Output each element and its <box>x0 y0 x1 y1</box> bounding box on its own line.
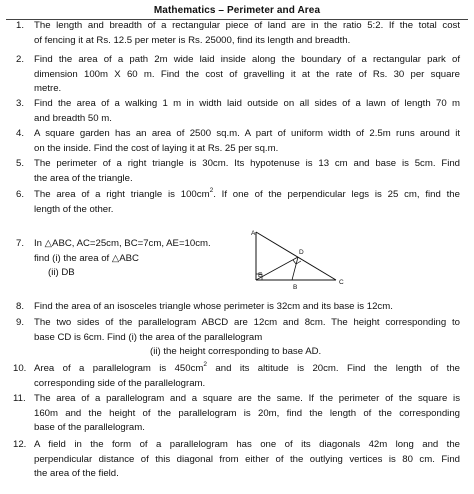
question-line: perpendicular distance of this diagonal from either of the outlying vertices is 80 cm. Find <box>34 453 460 465</box>
vertex-label-b: B <box>293 284 298 291</box>
vertex-label-d: D <box>299 249 304 256</box>
question-line: of fencing it at Rs. 12.5 per meter is Rs. 25000, find its length and breadth. <box>34 34 351 46</box>
question-line: metre. <box>34 83 62 95</box>
vertex-label-e: E <box>258 272 263 279</box>
question-line: dimension 100m X 60 m. Find the cost of gravelling it at the rate of Rs. 30 per square <box>34 68 460 80</box>
question-line: (ii) DB <box>48 267 75 279</box>
segment-de <box>292 257 298 280</box>
question-line: Find the area of a path 2m wide laid inside along the boundary of a rectangular park of <box>34 54 460 65</box>
question-line: Find the area of a walking 1 m in width laid outside on all sides of a lawn of length 70 m <box>34 98 460 109</box>
question-line: the area of the triangle. <box>34 172 133 184</box>
question-line: A square garden has an area of 2500 sq.m. A part of uniform width of 2.5m runs around it <box>34 128 460 139</box>
vertex-label-a: A <box>251 230 256 237</box>
question-number: 10. <box>13 363 27 374</box>
question-number: 4. <box>16 128 25 139</box>
question-line: (ii) the height corresponding to base AD. <box>150 346 322 358</box>
question-line: find (i) the area of △ABC <box>34 252 139 264</box>
question-line: Find the area of an isosceles triangle whose perimeter is 32cm and its base is 12cm. <box>34 301 393 312</box>
side-ac <box>256 232 336 280</box>
question-number: 7. <box>16 238 25 249</box>
question-line: base of the parallelogram. <box>34 422 145 434</box>
question-line: The perimeter of a right triangle is 30cm. Its hypotenuse is 13 cm and base is 5cm. Find <box>34 158 460 169</box>
question-line: 160m and the height of the parallelogram is 20m, find the length of the corresponding <box>34 407 460 419</box>
question-number: 9. <box>16 317 25 328</box>
superscript: 2 <box>203 360 208 368</box>
question-number: 5. <box>16 158 25 169</box>
question-number: 6. <box>16 189 25 200</box>
question-line: The area of a right triangle is $100cm^2$. If one of the perpendicular legs is 25 cm, find the <box>34 186 460 200</box>
question-line: In △ABC, AC=25cm, BC=7cm, AE=10cm. <box>34 238 211 249</box>
question-line: length of the other. <box>34 203 114 215</box>
question-line: on the inside. Find the cost of laying it at Rs. 25 per sq.m. <box>34 142 279 154</box>
question-line: corresponding side of the parallelogram. <box>34 377 206 389</box>
question-line: and breadth 50 m. <box>34 112 112 124</box>
page-title: Mathematics – Perimeter and Area <box>153 5 321 16</box>
vertex-label-c: C <box>339 279 344 286</box>
question-number: 1. <box>16 20 25 31</box>
question-line: The area of a parallelogram and a square are the same. If the perimeter of the square is <box>34 393 460 404</box>
question-number: 11. <box>13 393 26 404</box>
question-line: A field in the form of a parallelogram has one of its diagonals 42m long and the <box>34 439 460 450</box>
question-line: base CD is 6cm. Find (i) the area of the parallelogram <box>34 331 263 343</box>
question-line: The two sides of the parallelogram ABCD are 12cm and 8cm. The height corresponding to <box>34 317 460 328</box>
question-line: the area of the field. <box>34 468 119 480</box>
question-number: 3. <box>16 98 25 109</box>
question-line: The length and breadth of a rectangular piece of land are in the ratio 5:2. If the total cost <box>34 20 460 31</box>
question-number: 2. <box>16 54 25 65</box>
question-number: 12. <box>13 439 27 450</box>
question-number: 8. <box>16 301 25 312</box>
question-line: Area of a parallelogram is $450cm^2$ and its altitude is 20cm. Find the length of the <box>34 360 460 374</box>
triangle-figure <box>236 230 364 292</box>
superscript: 2 <box>209 186 214 194</box>
